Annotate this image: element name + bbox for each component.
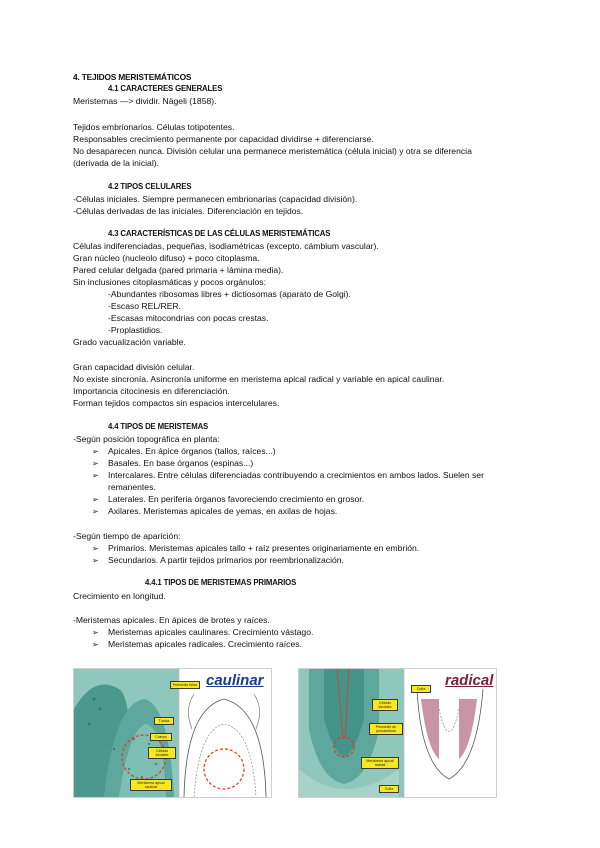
paragraph-line: Grado vacualización variable. — [73, 337, 186, 347]
figure-title-caulinar: caulinar — [206, 672, 264, 689]
paragraph-line: No existe sincronía. Asincronía uniforme en meristema apical radical y variable en apical caulinar. — [73, 374, 445, 384]
figure-title-radical: radical — [445, 672, 494, 689]
section-4-2-title: 4.2 TIPOS CELULARES — [108, 182, 192, 191]
arrow-bullet-icon: ➢ — [92, 628, 99, 637]
arrow-bullet-icon: ➢ — [92, 640, 99, 649]
list-item: ➢ Apicales. En ápice órganos (tallos, raíces...) — [92, 446, 276, 456]
paragraph-line: Responsables crecimiento permanente por capacidad dividirse + diferenciarse. — [73, 134, 374, 144]
paragraph-line: (derivada de la inicial). — [73, 158, 159, 168]
section-4-4-title: 4.4 TIPOS DE MERISTEMAS — [108, 422, 209, 431]
section-4-4-1-title: 4.4.1 TIPOS DE MERISTEMAS PRIMARIOS — [145, 578, 297, 587]
arrow-bullet-icon: ➢ — [92, 556, 99, 565]
list-item: ➢ Laterales. En periferia órganos favoreciendo crecimiento en grosor. — [92, 494, 365, 504]
list-item: ➢ Axilares. Meristemas apicales de yemas, en axilas de hojas. — [92, 506, 338, 516]
sub-list-item: -Abundantes ribosomas libres + dictiosomas (aparato de Golgi). — [108, 289, 351, 299]
label-primordio-foliar: Primordio foliar — [170, 681, 200, 689]
label-meristema-apical-caulinar: Meristema apical caulinar — [130, 779, 172, 791]
paragraph-line: Tejidos embrionarios. Células totipotentes. — [73, 122, 235, 132]
paragraph-line: Pared celular delgada (pared primaria + lámina media). — [73, 265, 284, 275]
label-tunica: Túnica — [154, 717, 174, 725]
label-primordio-procambium: Primordio de procambium — [369, 723, 403, 735]
list-item: ➢ Intercalares. Entre células diferenciadas contribuyendo a crecimientos en ambos lados. Suelen ser — [92, 470, 484, 480]
label-celulas-iniciales: Células iniciales — [148, 747, 176, 759]
label-cuerpo: Cuerpo — [150, 733, 172, 741]
paragraph-line: Importancia citocinesis en diferenciación. — [73, 386, 230, 396]
arrow-bullet-icon: ➢ — [92, 459, 99, 468]
figure-radical — [298, 668, 497, 798]
section-4-3-title: 4.3 CARACTERÍSTICAS DE LAS CÉLULAS MERISTEMÁTICAS — [108, 229, 331, 238]
label-cofia-bottom: Cofia — [379, 785, 399, 793]
paragraph-line: Gran núcleo (nucleolo difuso) + poco citoplasma. — [73, 253, 260, 263]
label-cofia: Cofia — [411, 685, 431, 693]
sub-list-item: -Escasas mitocondrias con pocas crestas. — [108, 313, 269, 323]
list-item: ➢ Meristemas apicales caulinares. Crecimiento vástago. — [92, 627, 314, 637]
sub-list-item: -Proplastidios. — [108, 325, 163, 335]
paragraph-line: Forman tejidos compactos sin espacios intercelulares. — [73, 398, 280, 408]
paragraph-line: -Células derivadas de las iniciales. Diferenciación en tejidos. — [73, 206, 304, 216]
list-label: -Meristemas apicales. En ápices de brotes y raíces. — [73, 615, 270, 625]
paragraph-line: Gran capacidad división celular. — [73, 362, 195, 372]
label-celulas-iniciales: Células iniciales — [372, 699, 398, 711]
paragraph-line: Células indiferenciadas, pequeñas, isodiamétricas (excepto. cámbium vascular). — [73, 241, 379, 251]
paragraph-line: No desaparecen nunca. División celular una permanece meristemática (célula inicial) y otra se diferencia — [73, 146, 472, 156]
arrow-bullet-icon: ➢ — [92, 447, 99, 456]
arrow-bullet-icon: ➢ — [92, 495, 99, 504]
list-item-continuation: remanentes. — [108, 482, 156, 492]
list-item: ➢ Secundarios. A partir tejidos primarios por reembrionalización. — [92, 555, 344, 565]
sub-list-item: -Escaso REL/RER. — [108, 301, 182, 311]
paragraph-line: Sin inclusiones citoplasmáticas y pocos orgánulos: — [73, 277, 266, 287]
paragraph-line: -Células iniciales. Siempre permanecen embrionarias (capacidad división). — [73, 194, 358, 204]
arrow-bullet-icon: ➢ — [92, 471, 99, 480]
section-4-1-title: 4.1 CARACTERES GENERALES — [108, 84, 223, 93]
list-label: -Según tiempo de aparición: — [73, 531, 181, 541]
figure-caulinar — [73, 668, 272, 798]
arrow-bullet-icon: ➢ — [92, 544, 99, 553]
list-item: ➢ Basales. En base órganos (espinas...) — [92, 458, 254, 468]
paragraph-line: Crecimiento en longitud. — [73, 591, 166, 601]
list-item: ➢ Primarios. Meristemas apicales tallo + raíz presentes originariamente en embrión. — [92, 543, 420, 553]
arrow-bullet-icon: ➢ — [92, 507, 99, 516]
list-label: -Según posición topográfica en planta: — [73, 434, 220, 444]
section-heading: 4. TEJIDOS MERISTEMÁTICOS — [73, 72, 192, 82]
label-meristema-apical-radical: Meristema apical radical — [361, 757, 399, 769]
paragraph-line: Meristemas —> dividir. Nägeli (1858). — [73, 96, 217, 106]
list-item: ➢ Meristemas apicales radicales. Crecimiento raíces. — [92, 639, 302, 649]
